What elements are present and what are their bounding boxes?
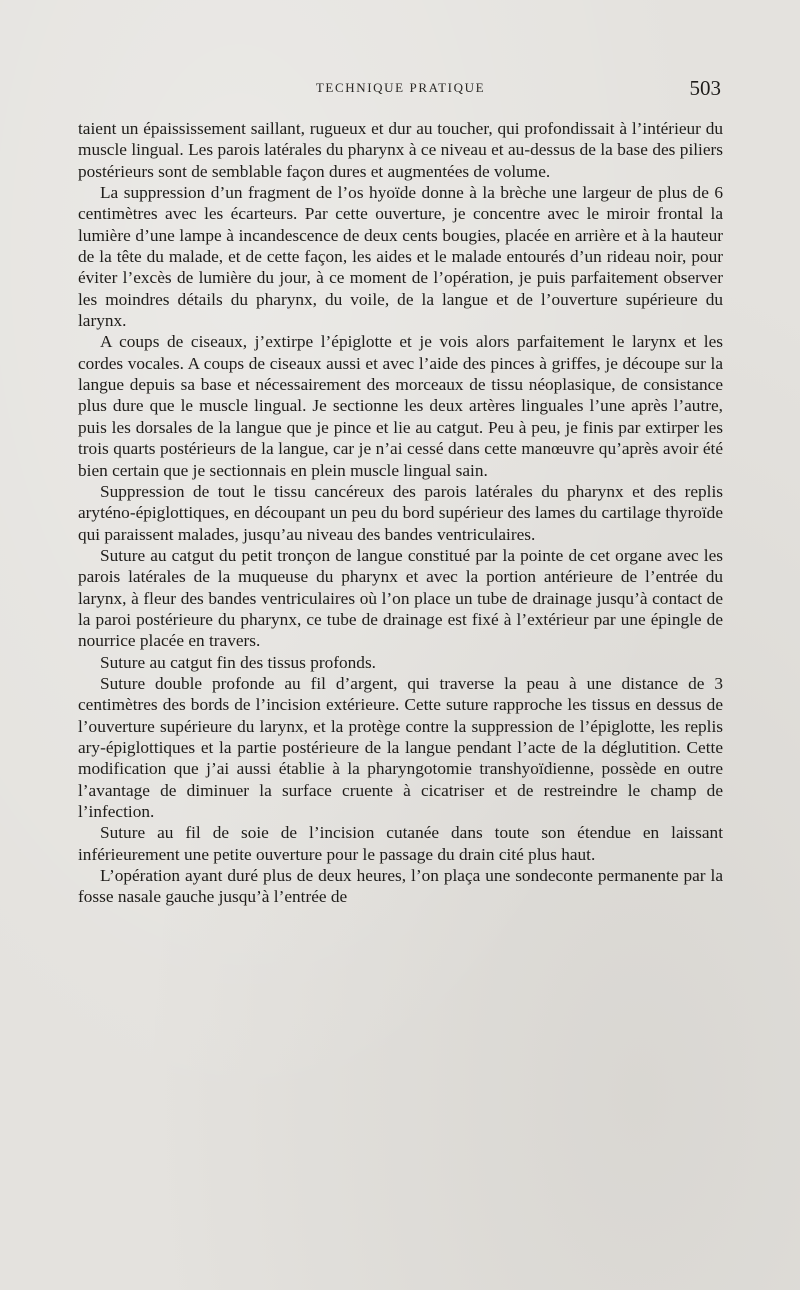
paragraph-epiglottis-excision: A coups de ciseaux, j’extirpe l’épiglotte et je vois alors parfaitement le larynx et les cordes vocales. A coups de ciseaux aussi et avec l’aide des pinces à griffes, je découpe sur la langue depuis sa base et nécessairement des morceaux de tissu néoplasique, de consistance plus dure que le muscle lingual. Je sectionne les deux artères linguales l’une après l’autre, puis les dorsales de la langue que je pince et lie au catgut. Peu à peu, je finis par extirper les trois quarts postérieurs de la langue, car je n’ai cessé dans cette manœuvre qu’après avoir été bien certain que je sectionnais en plein muscle lingual sain.	[78, 332, 723, 480]
paragraph-continuation: taient un épaississement saillant, rugueux et dur au toucher, qui profondissait à l’intérieur du muscle lingual. Les parois latérales du pharynx à ce niveau et au-dessus de la base des piliers postérieurs sont de semblable façon dures et augmentées de volume.	[78, 119, 723, 181]
paragraph-hyoid-suppression: La suppression d’un fragment de l’os hyoïde donne à la brèche une largeur de plus de 6 centimètres avec les écarteurs. Par cette ouverture, je concentre avec le miroir frontal la lumière d’une lampe à incandescence de deux cents bougies, placée en arrière et à la hauteur de la tête du malade, et de cette façon, les aides et le malade entourés d’un rideau noir, pour éviter l’excès de lumière du jour, à ce moment de l’opération, je puis parfaitement observer les moindres détails du pharynx, du voile, de la langue et de l’ouverture supérieure du larynx.	[78, 183, 723, 331]
paragraph-cancerous-tissue: Suppression de tout le tissu cancéreux des parois latérales du pharynx et des replis aryténo-épiglottiques, en découpant un peu du bord supérieur des lames du cartilage thyroïde qui paraissent malades, jusqu’au niveau des bandes ventriculaires.	[78, 481, 723, 544]
paragraph-deep-tissue-suture: Suture au catgut fin des tissus profonds.	[100, 652, 376, 672]
paragraph-silk-suture: Suture au fil de soie de l’incision cutanée dans toute son étendue en laissant inférieurement une petite ouverture pour le passage du drain cité plus haut.	[78, 823, 723, 864]
page-header	[78, 76, 723, 102]
paragraph-catgut-suture: Suture au catgut du petit tronçon de langue constitué par la pointe de cet organe avec les parois latérales de la muqueuse du pharynx et avec la portion antérieure de l’entrée du larynx, à fleur des bandes ventriculaires où l’on place un tube de drainage jusqu’à contact de la paroi postérieure du pharynx, ce tube de drainage est fixé à l’extérieur par une épingle de nourrice placée en travers.	[78, 545, 723, 651]
paragraph-silver-wire-suture: Suture double profonde au fil d’argent, qui traverse la peau à une distance de 3 centimètres des bords de l’incision extérieure. Cette suture rapproche les tissus en dessus de l’ouverture supérieure du larynx, et la protège contre la suppression de l’épiglotte, les replis ary-épiglottiques et la partie postérieure de la langue pendant l’acte de la déglutition. Cette modification que j’ai aussi établie à la pharyngotomie transhyoïdienne, possède en outre l’avantage de diminuer la surface cruente à cicatriser et de restreindre le champ de l’infection.	[78, 673, 723, 821]
page-number: 503	[689, 76, 721, 100]
body-text	[78, 118, 723, 908]
running-title: TECHNIQUE PRATIQUE	[315, 80, 486, 95]
paragraph-operation-duration: L’opération ayant duré plus de deux heures, l’on plaça une sondeconte permanente par la fosse nasale gauche jusqu’à l’entrée de	[78, 866, 723, 907]
